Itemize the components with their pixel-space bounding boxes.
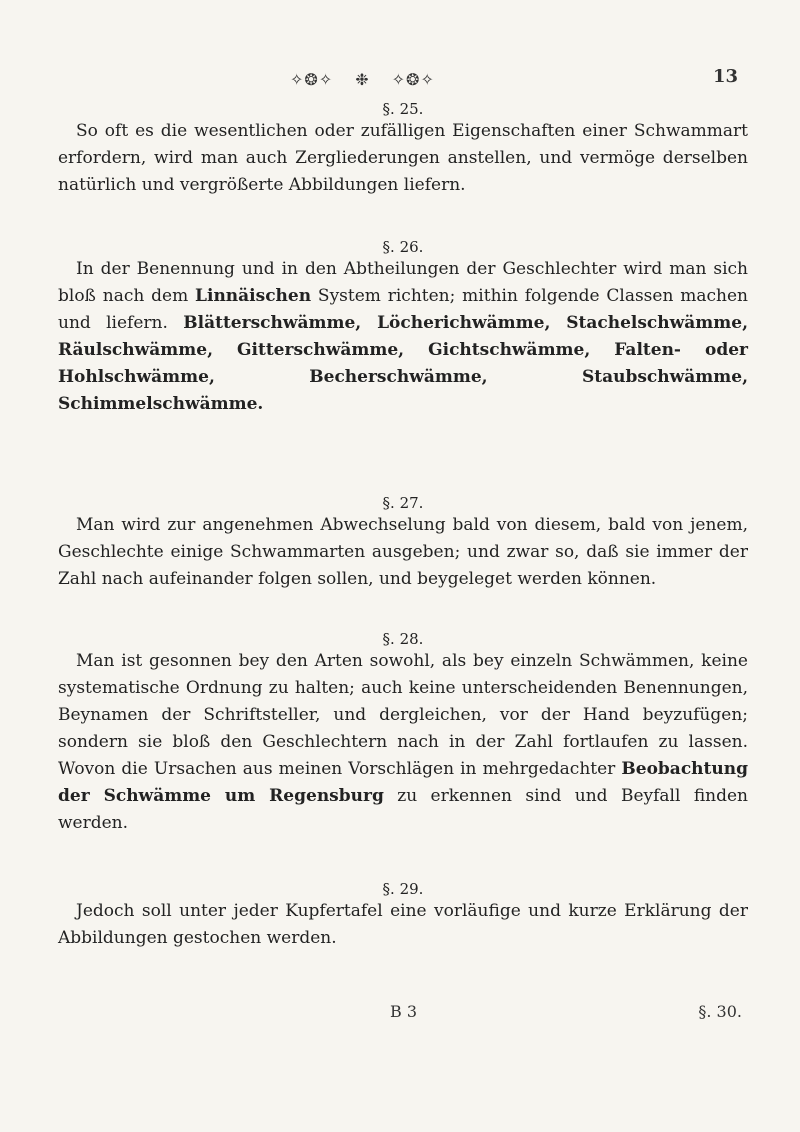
ornament-center-icon: ❉: [355, 70, 370, 89]
section-paragraph: [58, 648, 748, 837]
section-paragraph: Jedoch soll unter jeder Kupfertafel eine vorläufige und kurze Erklärung der Abbildungen gestochen werden.: [58, 901, 748, 948]
section-27: [58, 494, 748, 593]
ornament-right-icon: ✧❂✧: [391, 70, 435, 89]
section-paragraph: [58, 256, 748, 418]
text-run: Man ist gesonnen bey den Arten sowohl, als bey einzeln Schwämmen, keine systematische Ordnung zu halten; auch keine unterscheidenden Benennungen, Beynamen der Schriftsteller, und dergleichen, vor der Hand beyzufügen; sondern sie bloß den Geschlechtern nach in der Zahl fortlaufen zu lassen. Wovon die Ursachen aus meinen Vorschlägen in mehrgedachter: [58, 651, 748, 779]
catchword: §. 30.: [698, 1002, 742, 1021]
section-heading: §. 27.: [382, 494, 424, 512]
ornament-left-icon: ✧❂✧: [290, 70, 334, 89]
section-paragraph: Man wird zur angenehmen Abwechselung bald von diesem, bald von jenem, Geschlechte einige Schwammarten ausgeben; und zwar so, daß sie immer der Zahl nach aufeinander folgen sollen, und beygeleget werden können.: [58, 515, 748, 589]
emphasis-linnaeus: Linnäischen: [195, 286, 312, 306]
text-run: zu erkennen sind und Beyfall finden werden.: [58, 786, 748, 833]
signature-mark: B 3: [390, 1002, 418, 1021]
section-heading: §. 29.: [382, 880, 424, 898]
section-26: [58, 238, 748, 418]
emphasis-book-title: Beobachtung der Schwämme um Regensburg: [58, 759, 748, 806]
page-number: 13: [712, 66, 738, 87]
section-heading: §. 28.: [382, 630, 424, 648]
section-25: [58, 100, 748, 199]
section-heading: §. 26.: [382, 238, 424, 256]
section-heading: §. 25.: [382, 100, 424, 118]
text-run: System richten; mithin folgende Classen machen und liefern.: [58, 286, 748, 333]
emphasis-classes-list: Blätterschwämme, Löcherichwämme, Stachelschwämme, Räulschwämme, Gitterschwämme, Gichtschwämme, Falten- oder Hohlschwämme, Becherschwämme, Staubschwämme, Schimmelschwämme.: [58, 313, 749, 414]
section-paragraph: So oft es die wesentlichen oder zufälligen Eigenschaften einer Schwammart erfordern, wird man auch Zergliederungen anstellen, und vermöge derselben natürlich und vergrößerte Abbildungen liefern.: [58, 121, 748, 195]
section-29: [58, 880, 748, 952]
text-run: In der Benennung und in den Abtheilungen der Geschlechter wird man sich bloß nach dem: [58, 259, 748, 306]
section-28: [58, 630, 748, 837]
header-ornaments: [290, 70, 435, 89]
